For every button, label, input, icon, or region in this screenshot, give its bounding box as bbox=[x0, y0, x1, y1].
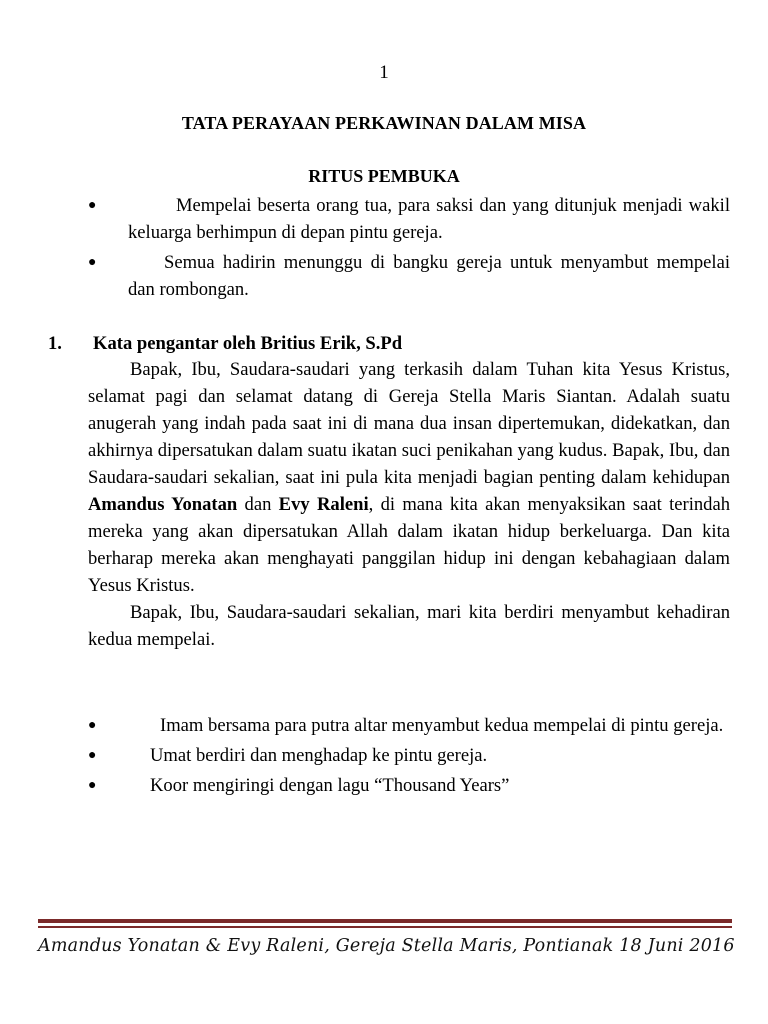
bullet-icon: ● bbox=[88, 718, 97, 733]
groom-name: Amandus Yonatan bbox=[88, 494, 238, 515]
page-number: 1 bbox=[379, 62, 389, 83]
bullet-icon: ● bbox=[88, 748, 97, 763]
closing-bullet-1-text: Imam bersama para putra altar menyambut kedua mempelai di pintu gereja. bbox=[160, 715, 724, 736]
closing-bullet-3-text: Koor mengiringi dengan lagu “Thousand Years” bbox=[150, 775, 510, 796]
paragraph-1-text-a: Bapak, Ibu, Saudara-saudari yang terkasih dalam Tuhan kita Yesus Kristus, selamat pagi dan selamat datang di Gereja Stella Maris Siantan. Adalah suatu anugerah yang indah pada saat ini di mana dua insan dipertemukan, didekatkan, dan akhirnya dipersatukan dalam suatu ikatan suci penikahan yang kudus. Bapak, Ibu, dan Saudara-saudari sekalian, saat ini pula kita menjadi bagian penting dalam kehidupan bbox=[88, 359, 730, 488]
list-item bbox=[88, 192, 730, 246]
closing-bullet-list bbox=[88, 712, 730, 802]
item-1-heading bbox=[48, 330, 402, 357]
list-item bbox=[88, 249, 730, 303]
bride-name: Evy Raleni bbox=[278, 494, 369, 515]
bullet-icon: ● bbox=[88, 255, 97, 270]
list-item bbox=[88, 712, 730, 739]
item-1-paragraph-2: Bapak, Ibu, Saudara-saudari sekalian, mari kita berdiri menyambut kehadiran kedua mempelai. bbox=[88, 602, 730, 650]
footer-divider-thick bbox=[38, 919, 732, 923]
page-footer: Amandus Yonatan & Evy Raleni, Gereja Stella Maris, Pontianak 18 Juni 2016 bbox=[38, 936, 735, 956]
section-title: RITUS PEMBUKA bbox=[308, 166, 460, 186]
item-1-paragraph-1 bbox=[88, 356, 730, 599]
intro-bullet-2-text: Semua hadirin menunggu di bangku gereja untuk menyambut mempelai dan rombongan. bbox=[128, 252, 730, 300]
item-1-number: 1. bbox=[48, 333, 62, 354]
footer-divider-thin bbox=[38, 926, 732, 928]
paragraph-1-text-c: , di mana kita akan menyaksikan saat terindah mereka yang akan dipersatukan Allah dalam ikatan hidup berkeluarga. Dan kita berharap mereka akan menghayati panggilan hidup ini dengan kebahagiaan dalam Yesus Kristus. bbox=[88, 494, 731, 596]
document-title: TATA PERAYAAN PERKAWINAN DALAM MISA bbox=[181, 113, 587, 133]
item-1-body bbox=[88, 356, 730, 653]
closing-bullet-2-text: Umat berdiri dan menghadap ke pintu gereja. bbox=[150, 745, 488, 766]
bullet-icon: ● bbox=[88, 198, 97, 213]
paragraph-1-text-b: dan bbox=[237, 494, 279, 515]
item-1-heading-text: Kata pengantar oleh Britius Erik, S.Pd bbox=[93, 333, 403, 354]
bullet-icon: ● bbox=[88, 778, 97, 793]
list-item bbox=[88, 742, 730, 769]
list-item bbox=[88, 772, 730, 799]
intro-bullet-list bbox=[88, 192, 730, 306]
intro-bullet-1-text: Mempelai beserta orang tua, para saksi dan yang ditunjuk menjadi wakil keluarga berhimpun di depan pintu gereja. bbox=[128, 195, 730, 243]
